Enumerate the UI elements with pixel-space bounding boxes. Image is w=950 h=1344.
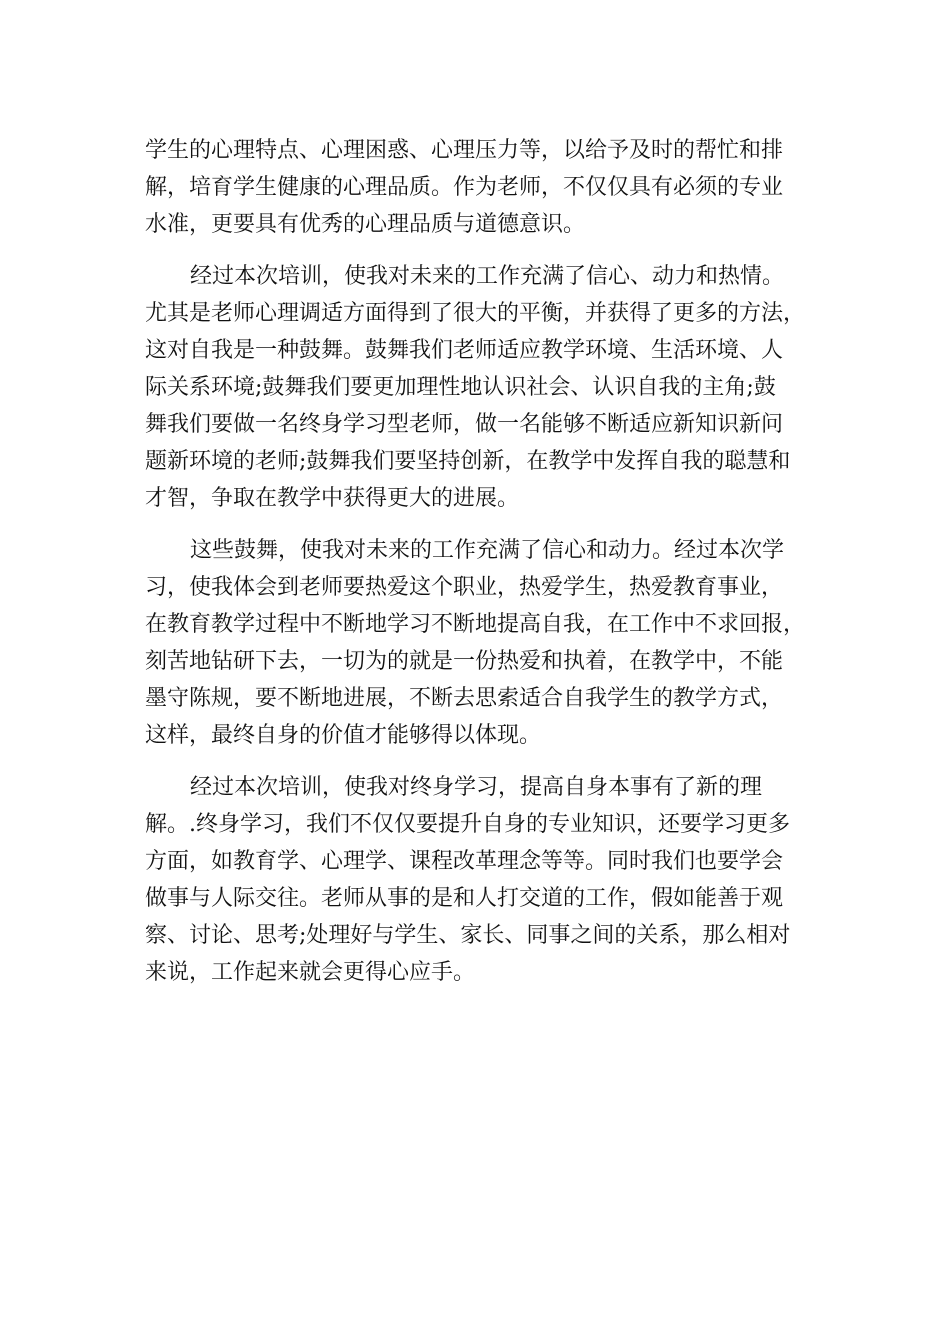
paragraph-3 [145,532,815,754]
paragraph-1 [145,132,815,243]
text-line: 才智，争取在教学中获得更大的进展。 [145,486,520,511]
text-line: 做事与人际交往。老师从事的是和人打交道的工作，假如能善于观 [145,886,784,911]
text-line: 经过本次培训，使我对终身学习，提高自身本事有了新的理 [190,775,763,800]
text-line: 解。.终身学习，我们不仅仅要提升自身的专业知识，还要学习更多 [145,812,790,837]
text-line: 方面，如教育学、心理学、课程改革理念等等。同时我们也要学会 [145,849,784,874]
text-line: 尤其是老师心理调适方面得到了很大的平衡，并获得了更多的方法， [145,301,806,326]
text-line: 经过本次培训，使我对未来的工作充满了信心、动力和热情。 [190,264,785,289]
document-body [145,132,815,991]
text-line: 题新环境的老师;鼓舞我们要坚持创新，在教学中发挥自我的聪慧和 [145,449,791,474]
text-line: 这样，最终自身的价值才能够得以体现。 [145,723,542,748]
text-line: 解，培育学生健康的心理品质。作为老师，不仅仅具有必须的专业 [145,175,784,200]
text-line: 习，使我体会到老师要热爱这个职业，热爱学生，热爱教育事业， [145,575,784,600]
text-line: 察、讨论、思考;处理好与学生、家长、同事之间的关系，那么相对 [145,923,791,948]
text-line: 舞我们要做一名终身学习型老师，做一名能够不断适应新知识新问 [145,412,784,437]
text-line: 墨守陈规，要不断地进展，不断去思索适合自我学生的教学方式， [145,686,784,711]
text-line: 学生的心理特点、心理困惑、心理压力等，以给予及时的帮忙和排 [145,138,784,163]
text-line: 这对自我是一种鼓舞。鼓舞我们老师适应教学环境、生活环境、人 [145,338,784,363]
paragraph-4 [145,769,815,991]
text-line: 水准，更要具有优秀的心理品质与道德意识。 [145,212,586,237]
text-line: 际关系环境;鼓舞我们要更加理性地认识社会、认识自我的主角;鼓 [145,375,776,400]
text-line: 刻苦地钻研下去，一切为的就是一份热爱和执着，在教学中，不能 [145,649,784,674]
text-line: 来说，工作起来就会更得心应手。 [145,960,476,985]
text-line: 在教育教学过程中不断地学习不断地提高自我，在工作中不求回报， [145,612,806,637]
paragraph-2 [145,258,815,517]
text-line: 这些鼓舞，使我对未来的工作充满了信心和动力。经过本次学 [190,538,785,563]
